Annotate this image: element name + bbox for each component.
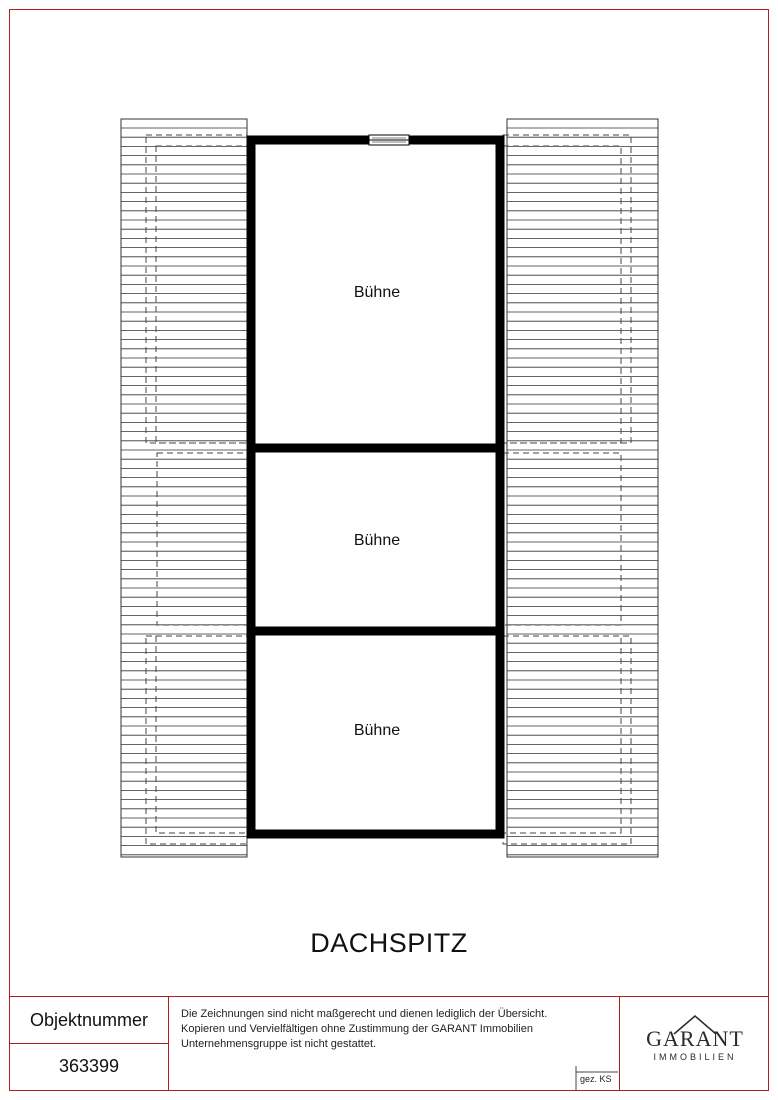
logo-subtitle: IMMOBILIEN bbox=[653, 1052, 737, 1062]
room-label-middle: Bühne bbox=[353, 532, 401, 549]
title-block-top-line bbox=[9, 996, 769, 997]
dashed-outline bbox=[157, 453, 247, 625]
roof-tiles-right bbox=[507, 119, 658, 857]
disclaimer-line: Kopieren und Vervielfältigen ohne Zustimmung der GARANT Immobilien bbox=[181, 1023, 533, 1035]
dashed-outline bbox=[146, 135, 247, 443]
drawing-title: DACHSPITZ bbox=[310, 928, 468, 958]
objekt-number: 363399 bbox=[58, 1056, 120, 1076]
dashed-outline bbox=[503, 453, 621, 625]
roof-right-outline bbox=[507, 119, 658, 857]
roof-window bbox=[369, 135, 409, 145]
room-label-bottom: Bühne bbox=[353, 722, 401, 739]
dashed-outline bbox=[503, 135, 631, 443]
disclaimer bbox=[181, 1007, 613, 1052]
title-block-separator-left bbox=[168, 996, 169, 1091]
dashed-outline bbox=[503, 636, 621, 833]
roof-left-outline bbox=[121, 119, 247, 857]
dashed-outline bbox=[146, 636, 247, 844]
drawn-by-label: gez. KS bbox=[580, 1074, 612, 1084]
logo-name: GARANT bbox=[646, 1026, 744, 1051]
disclaimer-line: Unternehmensgruppe ist nicht gestattet. bbox=[181, 1038, 377, 1050]
garant-logo bbox=[622, 1000, 768, 1068]
title-block-divider bbox=[9, 1043, 169, 1044]
dashed-outline bbox=[503, 146, 621, 443]
roof-tiles-left bbox=[121, 119, 247, 857]
room-label-top: Bühne bbox=[353, 284, 401, 301]
dashed-outline bbox=[503, 636, 631, 844]
objekt-label: Objektnummer bbox=[29, 1010, 149, 1030]
dashed-outline bbox=[156, 636, 247, 833]
disclaimer-line: Die Zeichnungen sind nicht maßgerecht und dienen lediglich der Übersicht. bbox=[181, 1008, 548, 1020]
dashed-outline bbox=[156, 146, 247, 443]
